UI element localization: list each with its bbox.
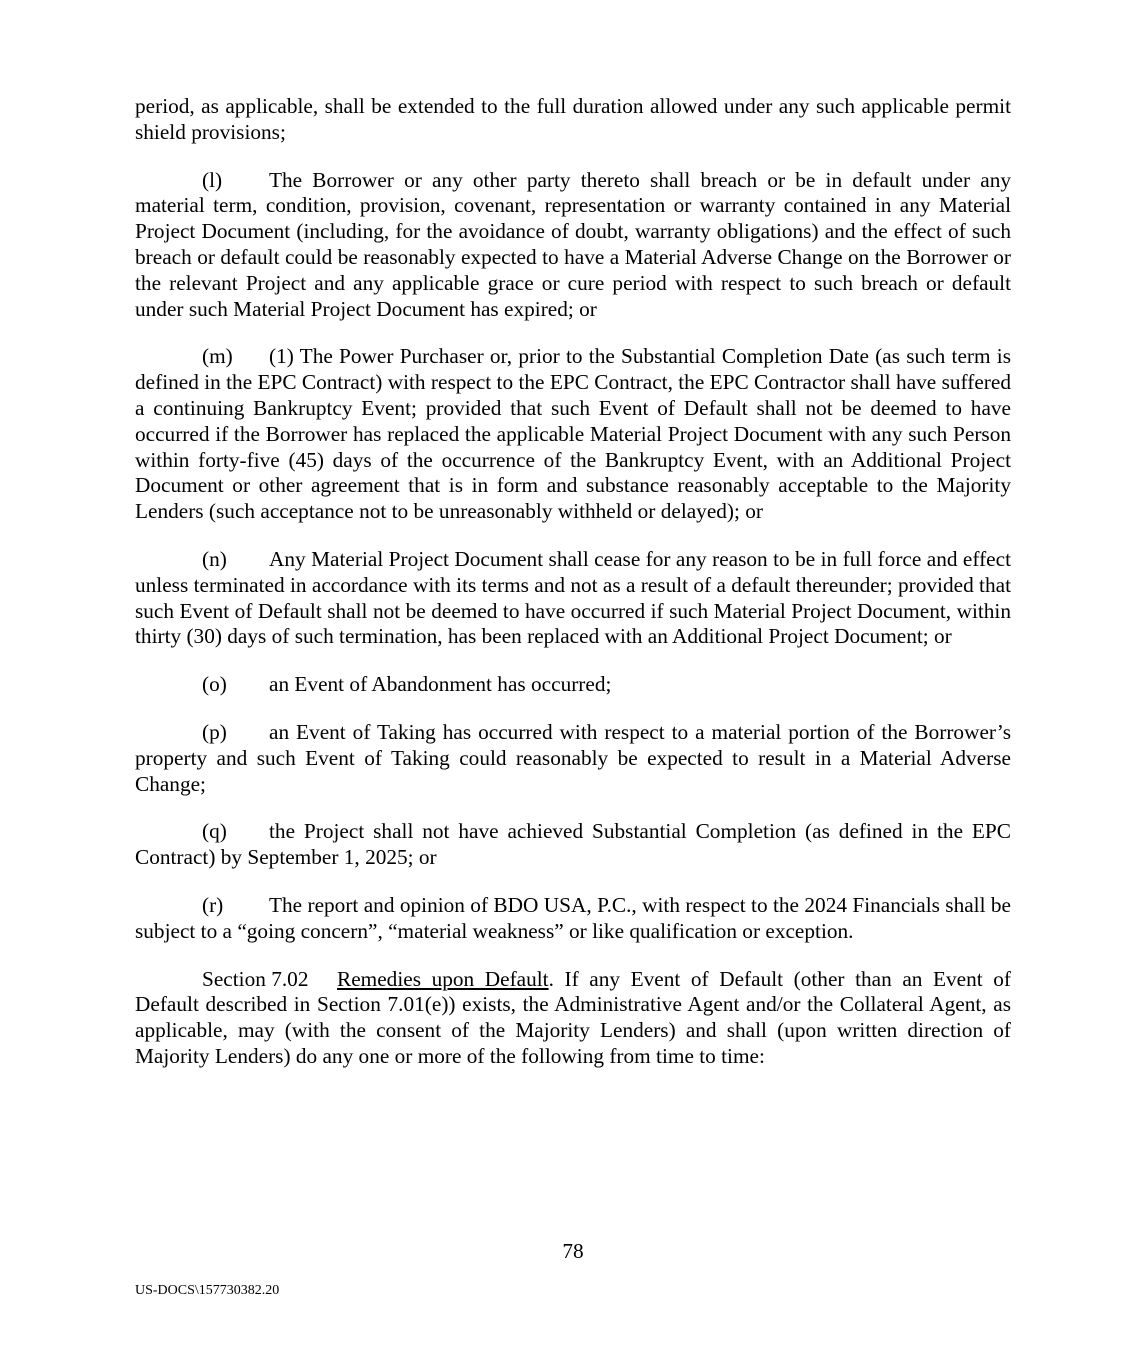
document-page bbox=[135, 94, 1011, 1092]
section-number: Section 7.02 bbox=[202, 966, 309, 991]
paragraph-label: (n) bbox=[202, 546, 227, 571]
paragraph-o bbox=[135, 672, 1011, 698]
paragraph-p bbox=[135, 720, 1011, 797]
paragraph-label: (l) bbox=[202, 167, 223, 192]
paragraph-text: The Borrower or any other party thereto shall breach or be in default under any material term, condition, provision, covenant, representation or warranty contained in any Material Project Document (including, for the avoidance of doubt, warranty obligations) and the effect of such breach or default could be reasonably expected to have a Material Adverse Change on the Borrower or the relevant Project and any applicable grace or cure period with respect to such breach or default under such Material Project Document has expired; or bbox=[135, 167, 1011, 321]
paragraph-label: (o) bbox=[202, 672, 227, 697]
document-id: US-DOCS\157730382.20 bbox=[135, 1283, 280, 1298]
paragraph-l bbox=[135, 168, 1011, 323]
paragraph-label: (r) bbox=[202, 892, 224, 917]
paragraph-label: (m) bbox=[202, 344, 233, 369]
paragraph-text: (1) The Power Purchaser or, prior to the Substantial Completion Date (as such term is defined in the EPC Contract) with respect to the EPC Contract, the EPC Contractor shall have suffered a continuing Bankruptcy Event; provided that such Event of Default shall not be deemed to have occurred if the Borrower has replaced the applicable Material Project Document with any such Person within forty-five (45) days of the occurrence of the Bankruptcy Event, with an Additional Project Document or other agreement that is in form and substance reasonably acceptable to the Majority Lenders (such acceptance not to be unreasonably withheld or delayed); or bbox=[135, 344, 1011, 524]
paragraph-continuation bbox=[135, 94, 1011, 146]
paragraph-text: the Project shall not have achieved Substantial Completion (as defined in the EPC Contract) by September 1, 2025; or bbox=[135, 819, 1011, 870]
paragraph-q bbox=[135, 819, 1011, 871]
paragraph-text: period, as applicable, shall be extended to the full duration allowed under any such applicable permit shield provisions; bbox=[135, 94, 1011, 144]
page-number: 78 bbox=[562, 1239, 584, 1263]
paragraph-text: The report and opinion of BDO USA, P.C., with respect to the 2024 Financials shall be subject to a “going concern”, “material weakness” or like qualification or exception. bbox=[135, 892, 1011, 943]
paragraph-m bbox=[135, 344, 1011, 525]
paragraph-r bbox=[135, 893, 1011, 945]
paragraph-text: an Event of Taking has occurred with respect to a material portion of the Borrower’s property and such Event of Taking could reasonably be expected to result in a Material Adverse Change; bbox=[135, 719, 1011, 796]
paragraph-label: (p) bbox=[202, 719, 227, 744]
section-7-02 bbox=[135, 967, 1011, 1070]
paragraph-text: an Event of Abandonment has occurred; bbox=[269, 672, 612, 697]
section-heading: Remedies upon Default bbox=[337, 966, 549, 991]
paragraph-label: (q) bbox=[202, 819, 227, 844]
section-text: . If any Event of Default (other than an Event of Default described in Section 7.01(e)) exists, the Administrative Agent and/or the Collateral Agent, as applicable, may (with the consent of the Majority Lenders) and shall (upon written direction of Majority Lenders) do any one or more of the following from time to time: bbox=[135, 966, 1011, 1068]
paragraph-n bbox=[135, 547, 1011, 650]
paragraph-text: Any Material Project Document shall cease for any reason to be in full force and effect unless terminated in accordance with its terms and not as a result of a default thereunder; provided that such Event of Default shall not be deemed to have occurred if such Material Project Document, within thirty (30) days of such termination, has been replaced with an Additional Project Document; or bbox=[135, 546, 1011, 649]
